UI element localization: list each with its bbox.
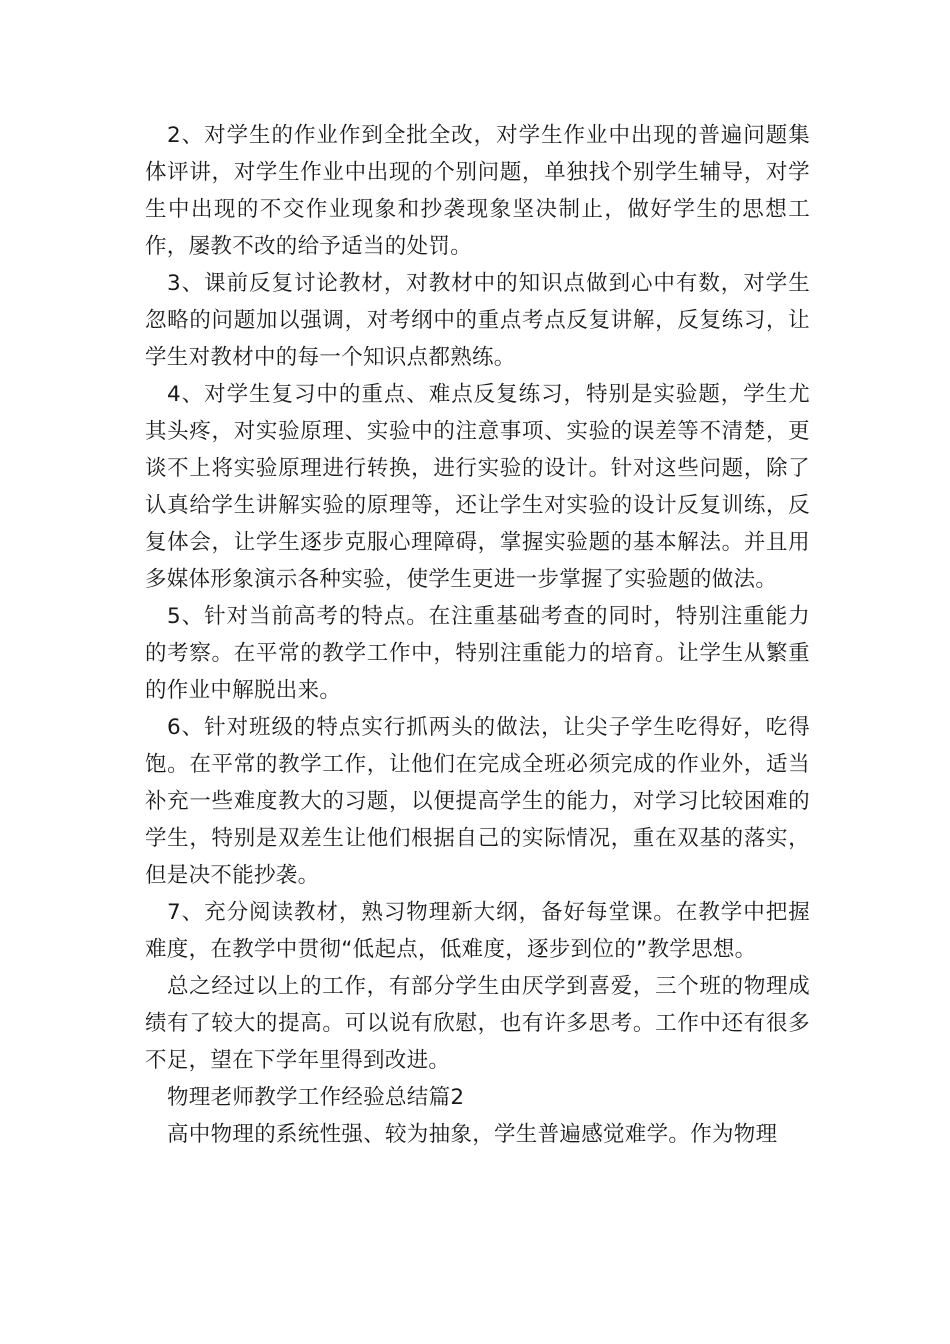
- section-heading: 物理老师教学工作经验总结篇2: [167, 1085, 465, 1110]
- paragraph-item-4: 4、对学生复习中的重点、难点反复练习，特别是实验题，学生尤其头疼，对实验原理、实验中的注意事项、实验的误差等不清楚，更谈不上将实验原理进行转换，进行实验的设计。针对这些问题，除了认真给学生讲解实验的原理等，还让学生对实验的设计反复训练，反复体会，让学生逐步克服心理障碍，掌握实验题的基本解法。并且用多媒体形象演示各种实验，使学生更进一步掌握了实验题的做法。: [145, 382, 810, 592]
- paragraph-item-5: 5、针对当前高考的特点。在注重基础考查的同时，特别注重能力的考察。在平常的教学工作中，特别注重能力的培育。让学生从繁重的作业中解脱出来。: [145, 604, 810, 703]
- paragraph-item-6: 6、针对班级的特点实行抓两头的做法，让尖子学生吃得好，吃得饱。在平常的教学工作，让他们在完成全班必须完成的作业外，适当补充一些难度教大的习题，以便提高学生的能力，对学习比较困难的学生，特别是双差生让他们根据自己的实际情况，重在双基的落实，但是决不能抄袭。: [145, 715, 810, 888]
- paragraph-item-7: 7、充分阅读教材，熟习物理新大纲，备好每堂课。在教学中把握难度，在教学中贯彻“低起点，低难度，逐步到位的”教学思想。: [145, 900, 810, 962]
- paragraph-summary: 总之经过以上的工作，有部分学生由厌学到喜爱，三个班的物理成绩有了较大的提高。可以说有欣慰，也有许多思考。工作中还有很多不足，望在下学年里得到改进。: [145, 974, 810, 1073]
- paragraph-intro: 高中物理的系统性强、较为抽象，学生普遍感觉难学。作为物理: [167, 1122, 778, 1147]
- paragraph-item-2: 2、对学生的作业作到全批全改，对学生作业中出现的普遍问题集体评讲，对学生作业中出现的个别问题，单独找个别学生辅导，对学生中出现的不交作业现象和抄袭现象坚决制止，做好学生的思想工作，屡教不改的给予适当的处罚。: [145, 123, 810, 259]
- document-body: [145, 117, 810, 1153]
- paragraph-item-3: 3、课前反复讨论教材，对教材中的知识点做到心中有数，对学生忽略的问题加以强调，对考纲中的重点考点反复讲解，反复练习，让学生对教材中的每一个知识点都熟练。: [145, 271, 810, 370]
